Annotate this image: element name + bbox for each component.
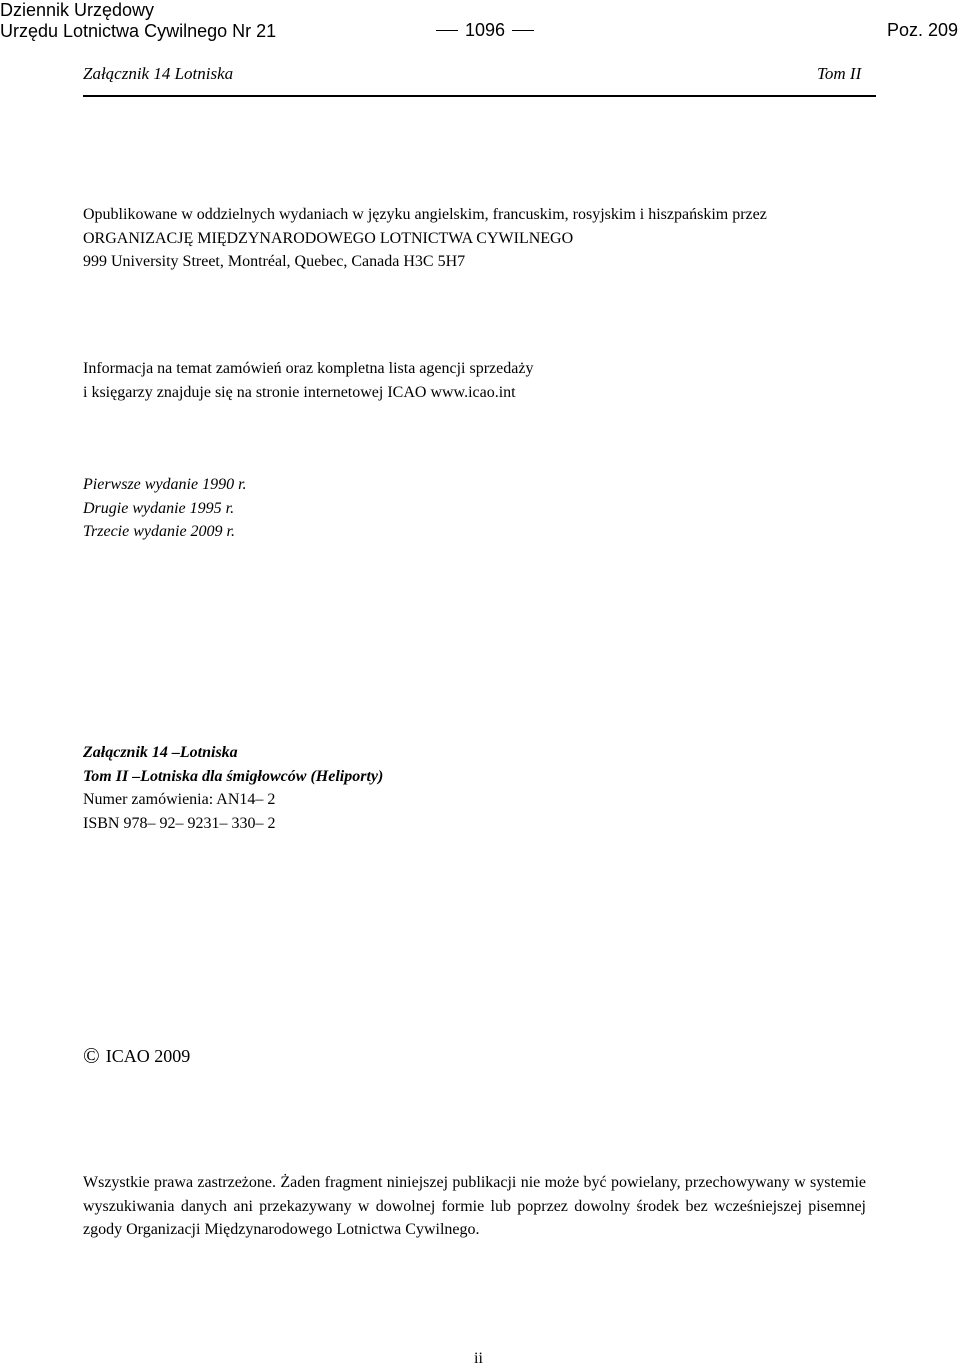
order-info-line1: Informacja na temat zamówień oraz kompletna lista agencji sprzedaży bbox=[83, 360, 534, 377]
catalog-volume: Tom II –Lotniska dla śmigłowców (Heliporty) bbox=[83, 767, 384, 785]
catalog-block bbox=[83, 741, 383, 835]
copyright-icon: © bbox=[83, 1043, 100, 1068]
copyright-notice bbox=[83, 1045, 190, 1067]
isbn: ISBN 978– 92– 9231– 330– 2 bbox=[83, 814, 276, 832]
catalog-volume-number: Tom II bbox=[83, 767, 129, 785]
journal-title bbox=[0, 0, 276, 42]
publisher-line2: ORGANIZACJĘ MIĘDZYNARODOWEGO LOTNICTWA CYWILNEGO bbox=[83, 229, 574, 247]
publisher-line3: 999 University Street, Montréal, Quebec, Canada H3C 5H7 bbox=[83, 253, 466, 270]
edition-first: Pierwsze wydanie 1990 r. bbox=[83, 476, 247, 493]
rights-paragraph: Wszystkie prawa zastrzeżone. Żaden fragment niniejszej publikacji nie może być powielany, przechowywany w systemie wyszukiwania danych ani przekazywany w dowolnej formie lub poprzez dowolny środek bez wcześniejszej pisemnej zgody Organizacji Międzynarodowego Lotnictwa Cywilnego. bbox=[83, 1174, 866, 1238]
editions-block bbox=[83, 473, 247, 544]
catalog-title: Załącznik 14 –Lotniska bbox=[83, 744, 238, 761]
running-header-left: Załącznik 14 Lotniska bbox=[83, 64, 234, 83]
left-dash bbox=[436, 30, 458, 31]
order-number: Numer zamówienia: AN14– 2 bbox=[83, 791, 276, 808]
catalog-title-name: Lotniska bbox=[179, 744, 238, 761]
copyright-text: ICAO 2009 bbox=[105, 1045, 191, 1066]
edition-third: Trzecie wydanie 2009 r. bbox=[83, 523, 235, 540]
edition-second: Drugie wydanie 1995 r. bbox=[83, 499, 235, 517]
publisher-line1: Opublikowane w oddzielnych wydaniach w języku angielskim, francuskim, rosyjskim i hiszpańskim przez bbox=[83, 206, 767, 223]
journal-title-line1: Dziennik Urzędowy bbox=[0, 0, 155, 20]
journal-title-line2: Urzędu Lotnictwa Cywilnego Nr 21 bbox=[0, 21, 277, 41]
running-header-right: Tom II bbox=[817, 64, 862, 83]
order-info-line2: i księgarzy znajduje się na stronie internetowej ICAO www.icao.int bbox=[83, 383, 516, 401]
catalog-title-annex: Załącznik 14 bbox=[83, 744, 168, 761]
right-dash bbox=[512, 30, 534, 31]
journal-page-number bbox=[436, 20, 536, 41]
footer-page-number: ii bbox=[474, 1350, 483, 1367]
order-info-block bbox=[83, 357, 533, 404]
catalog-volume-name: Lotniska dla śmigłowców (Heliporty) bbox=[140, 767, 384, 785]
page-number-value: 1096 bbox=[465, 20, 506, 40]
header-rule bbox=[83, 95, 876, 97]
publisher-block bbox=[83, 203, 767, 274]
journal-position: Poz. 209 bbox=[886, 20, 958, 40]
